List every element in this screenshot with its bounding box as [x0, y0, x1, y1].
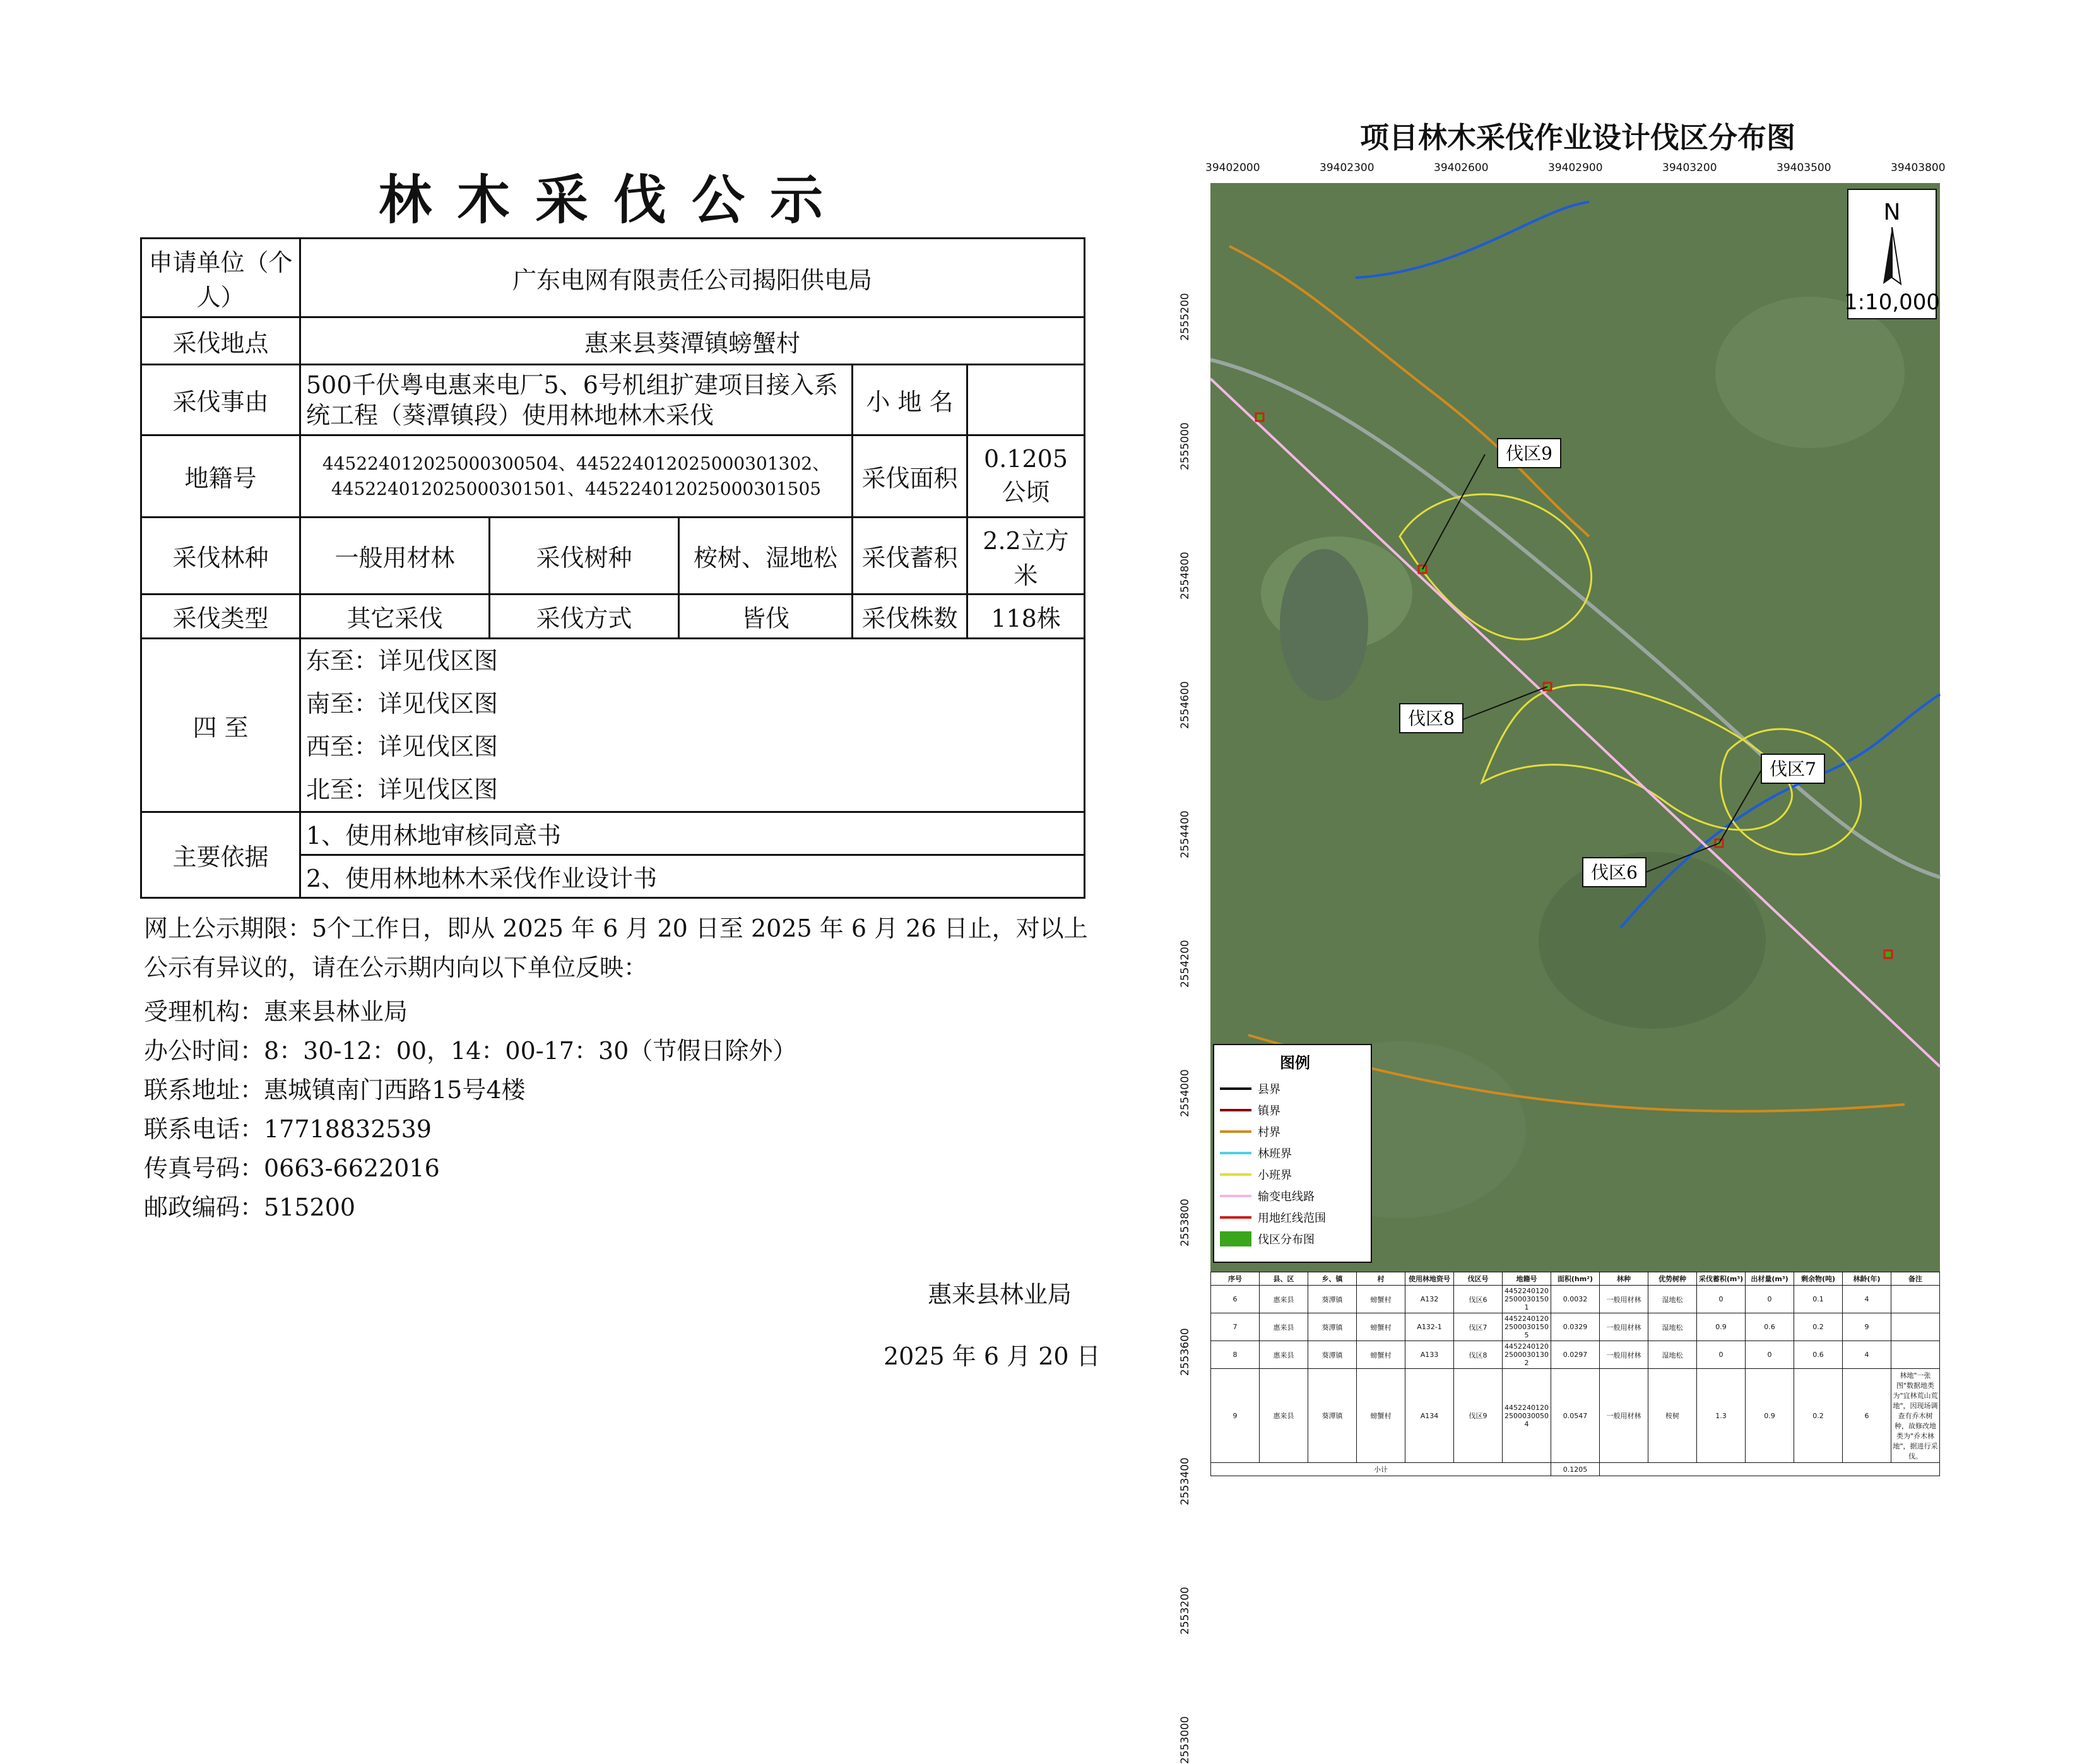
table-header-cell: 使用林地资号 [1405, 1272, 1454, 1286]
sign-date: 2025 年 6 月 20 日 [884, 1342, 1101, 1370]
summary-table [1210, 1272, 1940, 1476]
map-title: 项目林木采伐作业设计伐区分布图 [1360, 121, 1795, 155]
office-text: 受理机构：惠来县林业局 [144, 998, 408, 1026]
table-header-cell: 序号 [1211, 1272, 1260, 1286]
legend-label: 输变电线路 [1258, 1190, 1315, 1204]
value-area: 0.1205公顷 [967, 435, 1085, 518]
table-cell: 445224012025000300504 [1503, 1369, 1551, 1463]
table-header-cell: 备注 [1891, 1272, 1940, 1286]
y-tick-label: 2554000 [1179, 1069, 1191, 1117]
y-tick-label: 2554200 [1179, 940, 1191, 988]
y-tick-label: 2553800 [1179, 1199, 1191, 1246]
table-header-cell: 地籍号 [1503, 1272, 1551, 1286]
value-four-bounds [300, 639, 1085, 812]
table-cell: 0.1 [1794, 1286, 1843, 1313]
table-header-cell: 面积(hm²) [1551, 1272, 1600, 1286]
table-cell: 0.9 [1746, 1369, 1794, 1463]
table-header-cell: 乡、镇 [1308, 1272, 1357, 1286]
table-header-cell: 村 [1357, 1272, 1405, 1286]
value-tree-count: 118株 [967, 595, 1085, 639]
table-cell: 0 [1746, 1341, 1794, 1369]
table-header-cell: 采伐蓄积(m³) [1697, 1272, 1746, 1286]
notice-section [0, 0, 1136, 1476]
table-cell: 一般用材林 [1600, 1341, 1648, 1369]
table-cell: 惠来县 [1260, 1286, 1308, 1313]
value-stock: 2.2立方米 [967, 518, 1085, 595]
value-cut-method: 皆伐 [679, 595, 853, 639]
label-cut-type: 采伐类型 [141, 595, 300, 639]
table-header-cell: 优势树种 [1648, 1272, 1697, 1286]
table-cell: 0.0329 [1551, 1313, 1600, 1341]
table-header-cell: 伐区号 [1454, 1272, 1503, 1286]
x-tick-label: 39402000 [1205, 162, 1260, 174]
table-cell: 伐区8 [1454, 1341, 1503, 1369]
table-cell: 葵潭镇 [1308, 1341, 1357, 1369]
table-cell: 湿地松 [1648, 1341, 1697, 1369]
legend-label: 村界 [1258, 1126, 1280, 1139]
value-small-place [967, 365, 1085, 435]
table-cell: 8 [1211, 1341, 1260, 1369]
table-cell: 螃蟹村 [1357, 1286, 1405, 1313]
table-cell: 惠来县 [1260, 1313, 1308, 1341]
legend-title: 图例 [1280, 1054, 1310, 1072]
table-header-cell: 出材量(m³) [1746, 1272, 1794, 1286]
y-tick-label: 2553200 [1179, 1587, 1191, 1635]
table-cell: A134 [1405, 1369, 1454, 1463]
table-cell: 一般用材林 [1600, 1286, 1648, 1313]
table-cell: 伐区9 [1454, 1369, 1503, 1463]
x-tick-label: 39403200 [1662, 162, 1717, 174]
label-small-place: 小 地 名 [853, 365, 967, 435]
summary-table-holder [1210, 1272, 1940, 1474]
table-cell: 螃蟹村 [1357, 1313, 1405, 1341]
table-cell: 一般用材林 [1600, 1369, 1648, 1463]
hours-text: 办公时间：8：30-12：00，14：00-17：30（节假日除外） [144, 1037, 797, 1065]
legend-label: 县界 [1258, 1083, 1280, 1096]
notice-contact [144, 909, 1091, 1227]
label-basis: 主要依据 [141, 812, 300, 898]
y-tick-label: 2553000 [1179, 1716, 1191, 1764]
label-area: 采伐面积 [853, 435, 967, 518]
table-cell: 湿地松 [1648, 1313, 1697, 1341]
table-cell: 1.3 [1697, 1369, 1746, 1463]
y-tick-label: 2555200 [1179, 293, 1191, 341]
map-section [1179, 107, 1975, 1764]
table-cell: 6 [1843, 1369, 1891, 1463]
label-tree-count: 采伐株数 [853, 595, 967, 639]
cutting-area-marker [1884, 950, 1892, 958]
table-cell: 445224012025000301501 [1503, 1286, 1551, 1313]
subtotal-value: 0.1205 [1551, 1463, 1600, 1476]
table-cell: 螃蟹村 [1357, 1341, 1405, 1369]
callout-label: 伐区9 [1506, 443, 1552, 464]
table-cell: 0.0032 [1551, 1286, 1600, 1313]
table-cell: 0.0547 [1551, 1369, 1600, 1463]
x-tick-label: 39402300 [1320, 162, 1375, 174]
table-cell: 惠来县 [1260, 1369, 1308, 1463]
y-tick-label: 2555000 [1179, 422, 1191, 470]
label-stock: 采伐蓄积 [853, 518, 967, 595]
x-tick-label: 39403500 [1777, 162, 1831, 174]
period-text: 网上公示期限：5个工作日，即从 2025 年 6 月 20 日至 2025 年 6 月 26 日止，对以上公示有异议的，请在公示期内向以下单位反映： [144, 915, 1088, 981]
bound-west: 西至：详见伐区图 [306, 733, 499, 761]
table-cell: 惠来县 [1260, 1341, 1308, 1369]
subtotal-empty [1600, 1463, 1940, 1476]
map-scale: 1:10,000 [1843, 290, 1941, 315]
table-cell: 0 [1697, 1286, 1746, 1313]
label-parcel: 地籍号 [141, 435, 300, 518]
label-reason: 采伐事由 [141, 365, 300, 435]
table-cell: 葵潭镇 [1308, 1286, 1357, 1313]
table-cell [1891, 1341, 1940, 1369]
table-cell: 0.6 [1746, 1313, 1794, 1341]
table-cell: 0.2 [1794, 1369, 1843, 1463]
table-cell: 0 [1746, 1286, 1794, 1313]
value-species: 桉树、湿地松 [679, 518, 853, 595]
table-cell: 4 [1843, 1341, 1891, 1369]
table-cell: 伐区6 [1454, 1286, 1503, 1313]
table-header-cell: 林龄(年) [1843, 1272, 1891, 1286]
satellite-map [1210, 183, 1941, 1474]
bound-south: 南至：详见伐区图 [306, 690, 499, 718]
fax-text: 传真号码：0663-6622016 [144, 1154, 440, 1182]
notice-form-table [140, 237, 1085, 899]
table-subtotal-row [1211, 1463, 1940, 1476]
table-row [1211, 1369, 1940, 1463]
y-tick-label: 2554800 [1179, 552, 1191, 600]
table-header-cell: 林种 [1600, 1272, 1648, 1286]
bound-east: 东至：详见伐区图 [306, 647, 499, 675]
label-forest-type: 采伐林种 [141, 518, 300, 595]
table-cell: 湿地松 [1648, 1286, 1697, 1313]
table-cell: 9 [1211, 1369, 1260, 1463]
table-header-cell: 剩余物(吨) [1794, 1272, 1843, 1286]
table-cell: 0.0297 [1551, 1341, 1600, 1369]
parcel-line-2: 445224012025000301501、445224012025000301505 [331, 478, 822, 499]
value-cut-type: 其它采伐 [300, 595, 490, 639]
table-cell: 葵潭镇 [1308, 1369, 1357, 1463]
table-cell: 葵潭镇 [1308, 1313, 1357, 1341]
value-forest-type: 一般用材林 [300, 518, 490, 595]
y-tick-label: 2553400 [1179, 1457, 1191, 1505]
parcel-line-1: 445224012025000300504、445224012025000301302、 [322, 453, 831, 474]
table-cell: 伐区7 [1454, 1313, 1503, 1341]
table-cell: A133 [1405, 1341, 1454, 1369]
table-cell [1891, 1286, 1940, 1313]
legend-label: 林班界 [1258, 1147, 1292, 1161]
x-tick-label: 39403800 [1891, 162, 1946, 174]
phone-text: 联系电话：17718832539 [144, 1115, 432, 1143]
legend-label: 用地红线范围 [1258, 1212, 1326, 1225]
table-cell: 0.9 [1697, 1313, 1746, 1341]
label-location: 采伐地点 [141, 317, 300, 365]
label-species: 采伐树种 [490, 518, 679, 595]
north-label: N [1883, 199, 1901, 225]
table-cell: 445224012025000301302 [1503, 1341, 1551, 1369]
y-tick-label: 2554600 [1179, 681, 1191, 729]
table-cell: 一般用材林 [1600, 1313, 1648, 1341]
table-cell: 0.6 [1794, 1341, 1843, 1369]
table-row [1211, 1286, 1940, 1313]
table-cell: 4 [1843, 1286, 1891, 1313]
value-reason: 500千伏粤电惠来电厂5、6号机组扩建项目接入系统工程（葵潭镇段）使用林地林木采伐 [300, 365, 853, 435]
table-cell: A132-1 [1405, 1313, 1454, 1341]
callout-label: 伐区7 [1770, 759, 1816, 779]
terrain-patch [1539, 852, 1766, 1029]
table-cell: 9 [1843, 1313, 1891, 1341]
basis-1: 1、使用林地审核同意书 [300, 812, 1085, 855]
table-cell: A132 [1405, 1286, 1454, 1313]
table-cell: 6 [1211, 1286, 1260, 1313]
value-applicant: 广东电网有限责任公司揭阳供电局 [300, 239, 1085, 317]
address-text: 联系地址：惠城镇南门西路15号4楼 [144, 1076, 526, 1104]
x-tick-label: 39402900 [1548, 162, 1603, 174]
cutting-area-marker [1256, 413, 1263, 421]
value-parcel [300, 435, 853, 518]
y-tick-label: 2553600 [1179, 1328, 1191, 1376]
table-header-cell: 县、区 [1260, 1272, 1308, 1286]
reservoir [1280, 549, 1368, 701]
table-cell: 7 [1211, 1313, 1260, 1341]
table-cell: 0.2 [1794, 1313, 1843, 1341]
y-tick-label: 2554400 [1179, 810, 1191, 858]
table-cell [1891, 1313, 1940, 1341]
basis-2: 2、使用林地林木采伐作业设计书 [300, 855, 1085, 898]
table-cell: 林地"一张图"数据地类为"宜林荒山荒地"，因现场调查有乔木树种，故修改地类为"乔木林地"，据进行采伐。 [1891, 1369, 1940, 1463]
table-row [1211, 1313, 1940, 1341]
legend-label: 镇界 [1258, 1104, 1280, 1118]
postcode-text: 邮政编码：515200 [144, 1193, 356, 1221]
x-tick-label: 39402600 [1434, 162, 1489, 174]
notice-title: 林木采伐公示 [378, 169, 848, 231]
callout-label: 伐区6 [1591, 862, 1638, 883]
table-cell: 桉树 [1648, 1369, 1697, 1463]
signer: 惠来县林业局 [928, 1281, 1072, 1308]
subtotal-label: 小计 [1211, 1463, 1551, 1476]
table-header-row [1211, 1272, 1940, 1286]
table-cell: 0 [1697, 1341, 1746, 1369]
legend-label: 伐区分布图 [1258, 1233, 1315, 1246]
callout-label: 伐区8 [1408, 708, 1455, 729]
table-row [1211, 1341, 1940, 1369]
table-cell: 螃蟹村 [1357, 1369, 1405, 1463]
table-cell: 445224012025000301505 [1503, 1313, 1551, 1341]
legend-label: 小班界 [1258, 1169, 1292, 1182]
bound-north: 北至：详见伐区图 [306, 776, 499, 803]
label-applicant: 申请单位（个人） [141, 239, 300, 317]
value-location: 惠来县葵潭镇螃蟹村 [300, 317, 1085, 365]
label-cut-method: 采伐方式 [490, 595, 679, 639]
legend-symbol [1220, 1231, 1251, 1246]
label-four-bounds: 四 至 [141, 639, 300, 812]
